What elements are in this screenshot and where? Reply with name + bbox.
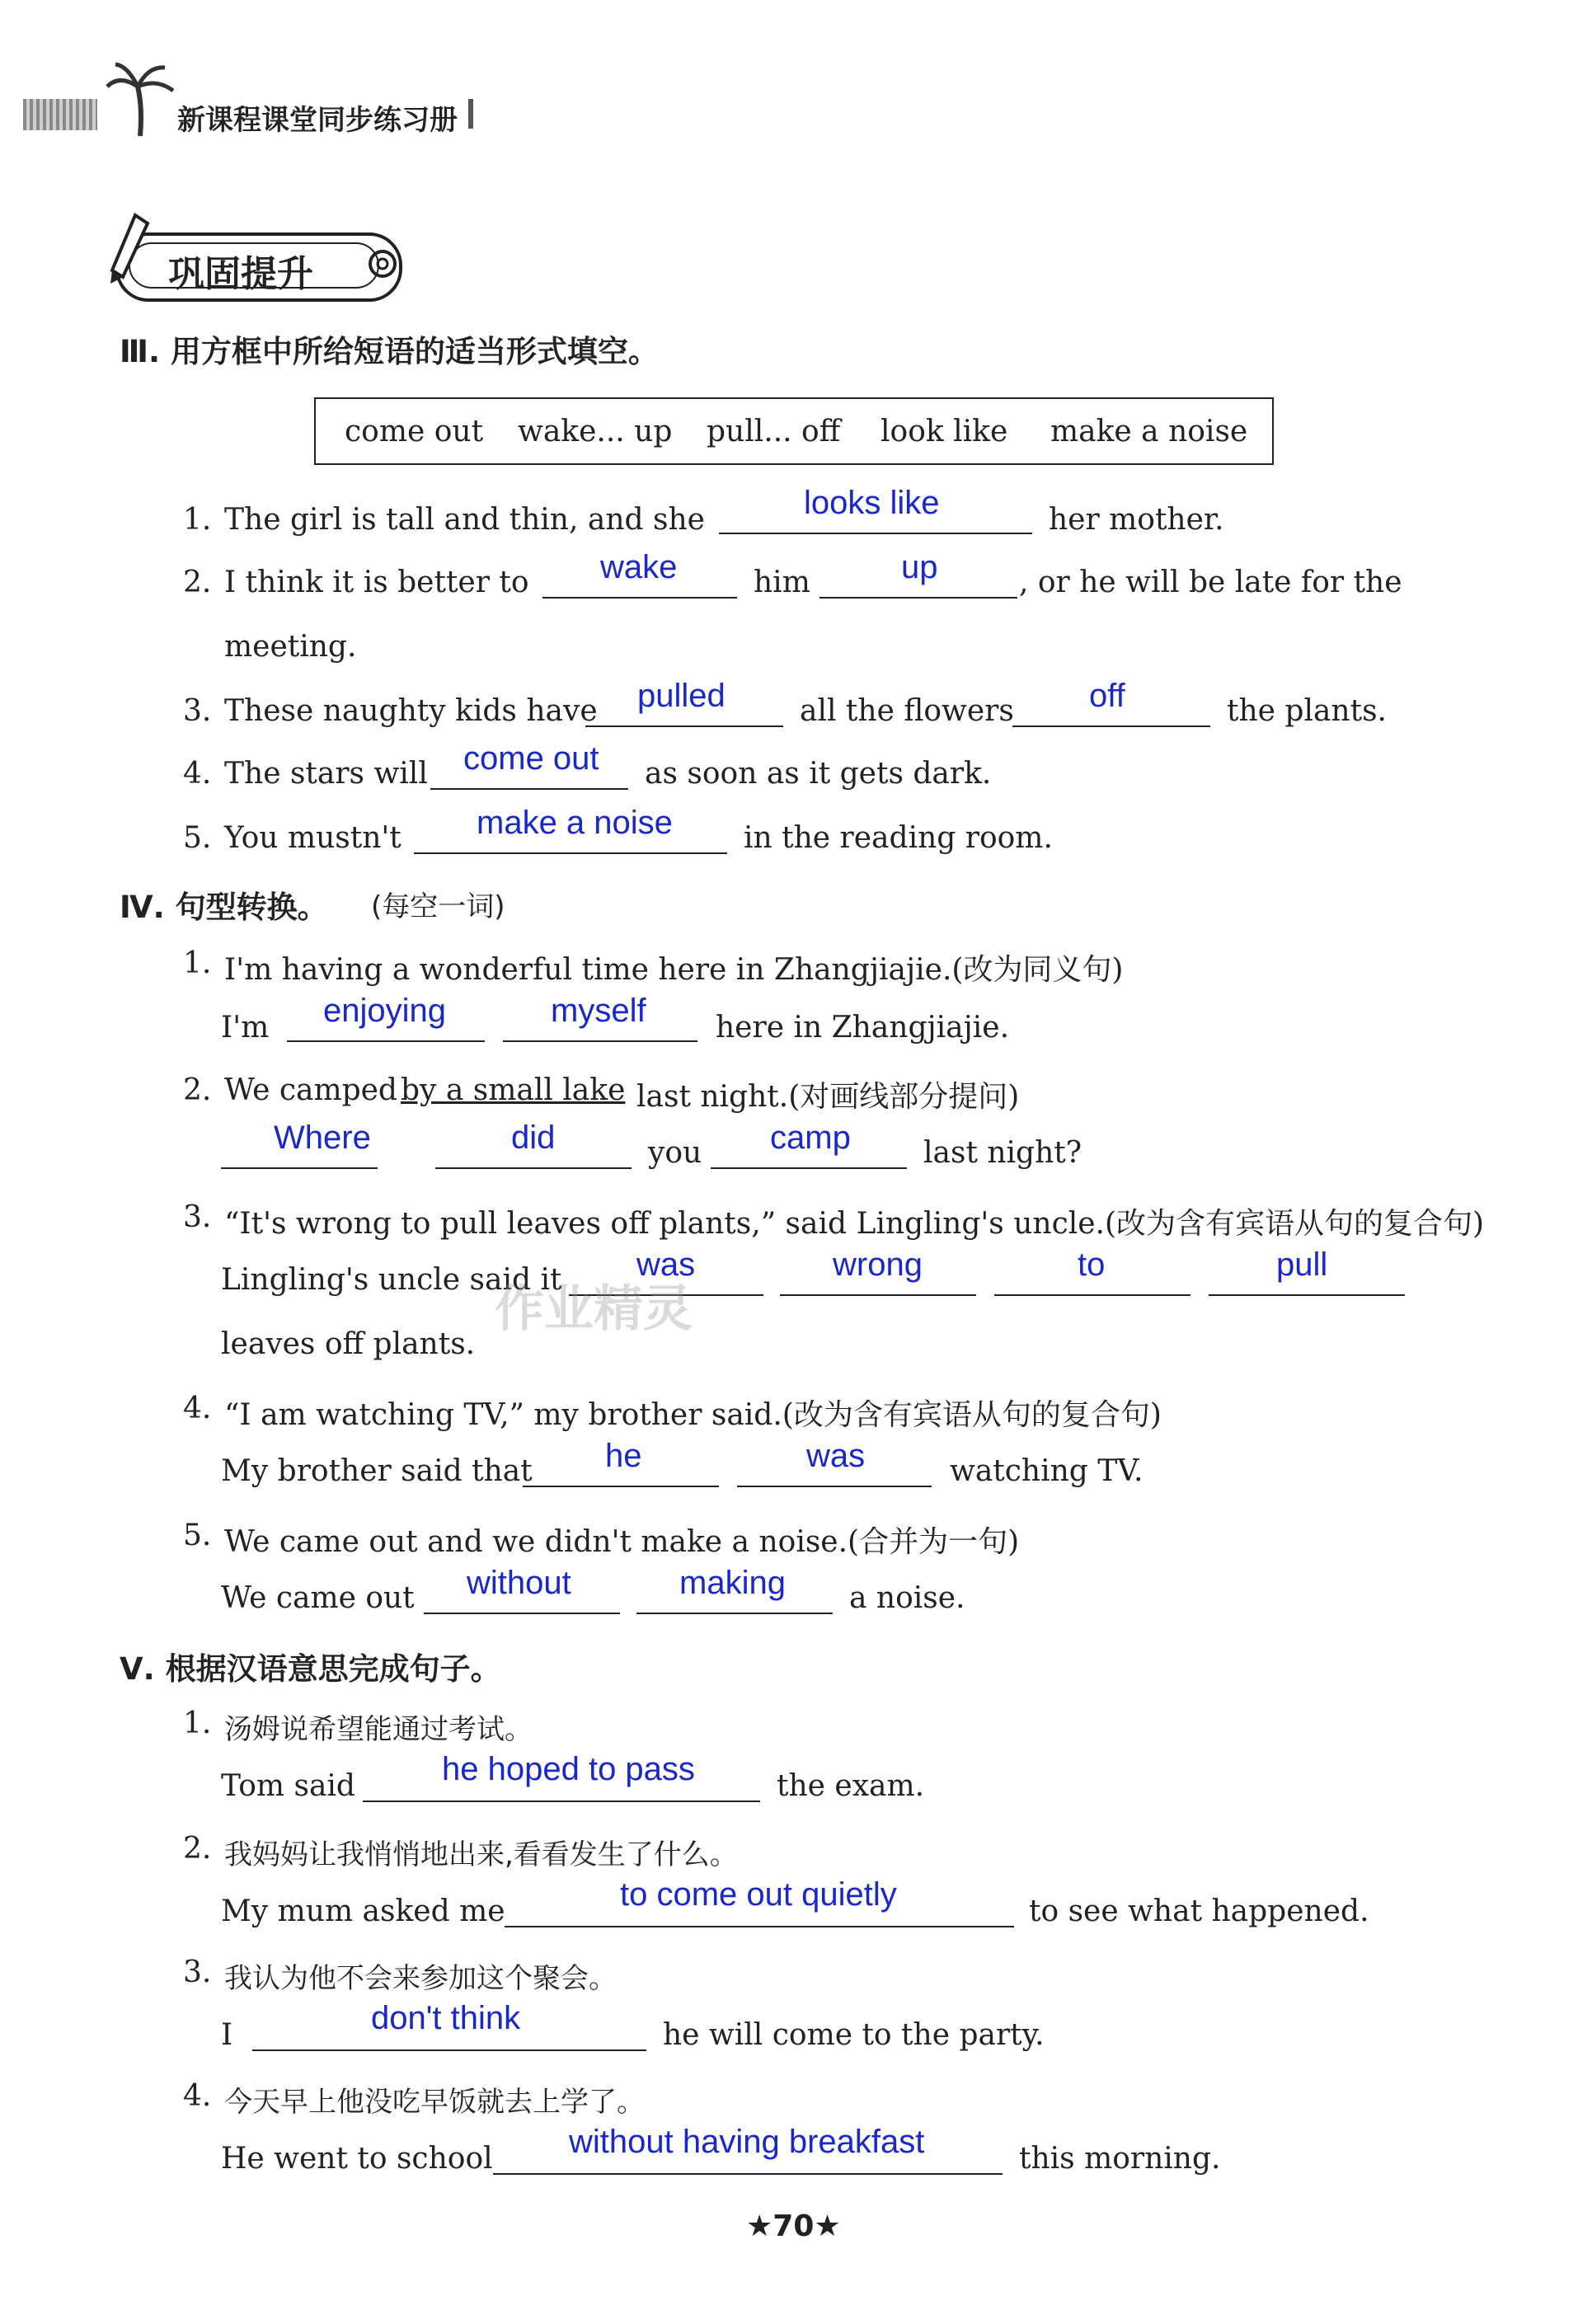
- answer: he: [605, 1438, 642, 1474]
- book-title: 新课程课堂同步练习册: [177, 104, 458, 137]
- chinese-prompt: 我妈妈让我悄悄地出来,看看发生了什么。: [224, 1838, 738, 1871]
- section5-title: Ⅴ. 根据汉语意思完成句子。: [120, 1651, 501, 1687]
- item-number: 1.: [183, 946, 212, 980]
- answer-blank: [780, 1294, 976, 1296]
- page-number: 70: [773, 2209, 815, 2243]
- underlined-phrase: by a small lake: [401, 1073, 626, 1107]
- question-text: her mother.: [1049, 503, 1224, 537]
- answer: Where: [274, 1120, 371, 1156]
- answer-text: the exam.: [777, 1769, 925, 1803]
- chinese-prompt: 汤姆说希望能通过考试。: [224, 1713, 533, 1746]
- answer-text: Lingling's uncle said it: [221, 1263, 562, 1297]
- question-text: last night.(对画线部分提问): [636, 1080, 1020, 1114]
- section4-note: (每空一词): [371, 890, 505, 923]
- item-number: 2.: [183, 566, 212, 599]
- answer-blank: [363, 1801, 760, 1802]
- answer-text: I: [221, 2018, 233, 2052]
- question-text: We camped: [224, 1073, 397, 1107]
- answer: without having breakfast: [569, 2124, 925, 2160]
- answer-blank: [493, 2173, 1003, 2175]
- answer: to come out quietly: [620, 1876, 897, 1913]
- question-text: the plants.: [1227, 694, 1387, 728]
- answer: myself: [551, 993, 646, 1029]
- answer-text: here in Zhangjiajie.: [716, 1011, 1010, 1045]
- pencil-icon: [102, 211, 152, 285]
- item-number: 2.: [183, 1832, 212, 1866]
- question-text: , or he will be late for the: [1019, 566, 1402, 599]
- answer-text: I'm: [221, 1011, 270, 1045]
- answer-blank: [523, 1486, 719, 1487]
- answer: wrong: [833, 1247, 923, 1283]
- page-number-footer: [746, 2209, 841, 2243]
- phrase-item: come out: [345, 415, 484, 448]
- ring-icon: [366, 247, 399, 280]
- item-number: 4.: [183, 757, 212, 791]
- header-decoration-bar: [23, 99, 97, 130]
- phrase-item: pull... off: [707, 415, 841, 448]
- question-text: The stars will: [224, 757, 428, 791]
- item-number: 5.: [183, 1519, 212, 1552]
- question-text: You mustn't: [224, 821, 402, 855]
- question-text: in the reading room.: [744, 821, 1053, 855]
- answer-blank: [424, 1613, 620, 1614]
- question-text: meeting.: [224, 630, 357, 664]
- answer-blank: [719, 533, 1032, 534]
- answer-blank: [737, 1486, 932, 1487]
- answer-blank: [435, 1167, 632, 1169]
- answer-blank: [287, 1040, 485, 1042]
- item-number: 5.: [183, 821, 212, 855]
- answer-text: he will come to the party.: [663, 2018, 1045, 2052]
- answer-text: Tom said: [221, 1769, 355, 1803]
- section4-title: Ⅳ. 句型转换。: [120, 890, 328, 925]
- item-number: 4.: [183, 2079, 212, 2113]
- header-divider: [468, 99, 473, 129]
- banner-title: 巩固提升: [168, 253, 313, 295]
- answer: making: [679, 1565, 786, 1601]
- question-text: as soon as it gets dark.: [645, 757, 992, 791]
- question-text: These naughty kids have: [224, 694, 598, 728]
- answer-text: My brother said that: [221, 1454, 533, 1488]
- answer: without: [467, 1565, 571, 1601]
- answer-blank: [542, 597, 737, 599]
- question-text: him: [754, 566, 810, 599]
- answer: wake: [600, 549, 678, 585]
- item-number: 3.: [183, 1955, 212, 1989]
- answer-blank: [636, 1613, 833, 1614]
- palm-tree-icon: [103, 58, 177, 140]
- answer-text: to see what happened.: [1029, 1894, 1369, 1928]
- answer-blank: [414, 852, 727, 854]
- item-number: 3.: [183, 694, 212, 728]
- answer: make a noise: [477, 805, 673, 841]
- answer-text: My mum asked me: [221, 1894, 505, 1928]
- answer: off: [1089, 678, 1125, 714]
- item-number: 3.: [183, 1200, 212, 1234]
- answer: camp: [770, 1120, 851, 1156]
- phrase-item: look like: [881, 415, 1008, 448]
- answer-text: He went to school: [221, 2142, 493, 2176]
- question-text: I think it is better to: [224, 566, 529, 599]
- answer-blank: [505, 1926, 1014, 1927]
- question-text: “I am watching TV,” my brother said.(改为含有宾语从句的复合句): [224, 1398, 1162, 1432]
- answer-text: We came out: [221, 1581, 415, 1615]
- watermark: 作业精灵: [495, 1280, 693, 1338]
- phrase-item: make a noise: [1050, 415, 1248, 448]
- answer: looks like: [804, 485, 940, 521]
- answer-blank: [1209, 1294, 1405, 1296]
- answer: enjoying: [323, 993, 447, 1029]
- item-number: 2.: [183, 1073, 212, 1107]
- question-text: “It's wrong to pull leaves off plants,” said Lingling's uncle.(改为含有宾语从句的复合句): [224, 1207, 1485, 1241]
- item-number: 1.: [183, 1707, 212, 1740]
- question-text: We came out and we didn't make a noise.(合并为一句): [224, 1525, 1020, 1559]
- answer: come out: [463, 740, 599, 777]
- question-text: all the flowers: [800, 694, 1014, 728]
- answer: up: [901, 549, 938, 585]
- phrase-item: wake... up: [518, 415, 673, 448]
- answer-blank: [221, 1167, 378, 1169]
- answer: pull: [1276, 1247, 1328, 1283]
- section-banner: [115, 232, 402, 302]
- answer-text: last night?: [923, 1136, 1082, 1170]
- answer: pulled: [637, 678, 726, 714]
- question-text: The girl is tall and thin, and she: [224, 503, 705, 537]
- chinese-prompt: 今天早上他没吃早饭就去上学了。: [224, 2086, 645, 2119]
- answer-blank: [503, 1040, 697, 1042]
- answer-text: leaves off plants.: [221, 1327, 476, 1361]
- answer: don't think: [371, 2000, 521, 2036]
- question-text: I'm having a wonderful time here in Zhangjiajie.(改为同义句): [224, 953, 1124, 987]
- section3-title: Ⅲ. 用方框中所给短语的适当形式填空。: [120, 334, 659, 369]
- answer-text: you: [648, 1136, 702, 1170]
- answer-blank: [585, 725, 783, 727]
- star-icon: ★: [814, 2209, 841, 2243]
- item-number: 4.: [183, 1392, 212, 1425]
- answer-blank: [1012, 725, 1210, 727]
- answer-blank: [819, 597, 1017, 599]
- item-number: 1.: [183, 503, 212, 537]
- chinese-prompt: 我认为他不会来参加这个聚会。: [224, 1962, 617, 1995]
- star-icon: ★: [746, 2209, 773, 2243]
- answer: was: [636, 1247, 696, 1283]
- answer-blank: [994, 1294, 1190, 1296]
- answer-blank: [711, 1167, 907, 1169]
- answer: was: [806, 1438, 866, 1474]
- answer-blank: [252, 2049, 646, 2051]
- answer-text: a noise.: [849, 1581, 965, 1615]
- answer-text: this morning.: [1019, 2142, 1221, 2176]
- answer: to: [1078, 1247, 1106, 1283]
- answer: he hoped to pass: [442, 1751, 695, 1787]
- answer-blank: [430, 788, 628, 790]
- answer-text: watching TV.: [950, 1454, 1144, 1488]
- answer: did: [511, 1120, 556, 1156]
